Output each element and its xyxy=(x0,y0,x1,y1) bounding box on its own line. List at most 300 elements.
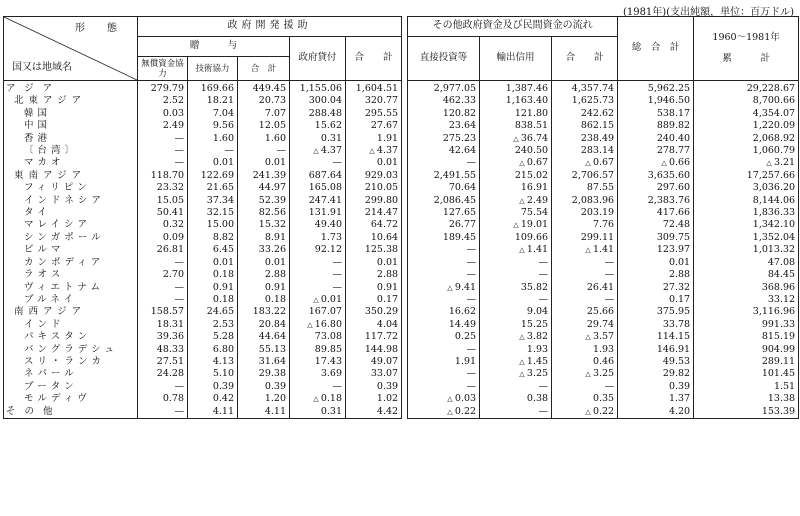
cell-gov-loans: △ 16.80 xyxy=(290,319,346,331)
cell-grant-total: 0.18 xyxy=(238,294,290,306)
cell-grant-total: 20.84 xyxy=(238,319,290,331)
cell-cumulative: 1,220.09 xyxy=(694,120,799,132)
cell-grant-total: 20.73 xyxy=(238,95,290,107)
cell-grand-total: 2,383.76 xyxy=(618,195,694,207)
cell-grant-aid: 158.57 xyxy=(138,306,188,318)
cell-grant-aid: 0.32 xyxy=(138,219,188,231)
cell-grant-aid: 23.32 xyxy=(138,182,188,194)
cell-cumulative: 4,354.07 xyxy=(694,108,799,120)
cell-other-total: △ 3.25 xyxy=(552,368,618,380)
cell-other-total: 203.19 xyxy=(552,207,618,219)
table-row xyxy=(4,195,799,207)
cell-gov-loans: 92.12 xyxy=(290,244,346,256)
cell-cumulative: 1,060.79 xyxy=(694,145,799,157)
cell-grand-total: 309.75 xyxy=(618,232,694,244)
table-row xyxy=(4,81,799,96)
cell-grand-total: 114.15 xyxy=(618,331,694,343)
cell-oda-total: 49.07 xyxy=(346,356,402,368)
cell-other-total: — xyxy=(552,381,618,393)
cell-export-credit: △ 1.41 xyxy=(480,244,552,256)
header-oda-total: 合 計 xyxy=(346,37,402,81)
cell-fdi: △ 0.03 xyxy=(408,393,480,405)
cell-tech-coop: 6.45 xyxy=(188,244,238,256)
cell-oda-total: 0.01 xyxy=(346,257,402,269)
header-gov-loans: 政府貸付 xyxy=(290,37,346,81)
cell-grand-total: 240.40 xyxy=(618,133,694,145)
region-name: ネパール xyxy=(4,368,138,380)
cell-grand-total: 417.66 xyxy=(618,207,694,219)
cell-gov-loans: 167.07 xyxy=(290,306,346,318)
cell-grant-aid: 24.28 xyxy=(138,368,188,380)
cell-gov-loans: 0.31 xyxy=(290,406,346,419)
cell-tech-coop: 122.69 xyxy=(188,170,238,182)
cell-oda-total: 350.29 xyxy=(346,306,402,318)
region-name: パキスタン xyxy=(4,331,138,343)
cell-oda-total: 1,604.51 xyxy=(346,81,402,96)
cell-grant-total: 0.01 xyxy=(238,157,290,169)
cell-grand-total: 5,962.25 xyxy=(618,81,694,96)
cell-oda-total: 117.72 xyxy=(346,331,402,343)
cell-fdi: 14.49 xyxy=(408,319,480,331)
cell-other-total: 2,706.57 xyxy=(552,170,618,182)
cell-grant-aid: — xyxy=(138,257,188,269)
cell-fdi: — xyxy=(408,269,480,281)
cell-other-total: 26.41 xyxy=(552,282,618,294)
cell-fdi: 16.62 xyxy=(408,306,480,318)
cell-fdi: △ 9.41 xyxy=(408,282,480,294)
cell-grant-total: 449.45 xyxy=(238,81,290,96)
cell-tech-coop: 18.21 xyxy=(188,95,238,107)
cell-oda-total: △ 4.37 xyxy=(346,145,402,157)
cell-grand-total: 278.77 xyxy=(618,145,694,157)
cell-fdi: — xyxy=(408,344,480,356)
cell-export-credit: △ 3.82 xyxy=(480,331,552,343)
cell-export-credit: 121.80 xyxy=(480,108,552,120)
cell-gov-loans: — xyxy=(290,269,346,281)
cell-grand-total: 49.53 xyxy=(618,356,694,368)
cell-cumulative: 101.45 xyxy=(694,368,799,380)
cell-grant-aid: — xyxy=(138,133,188,145)
header-cumulative-period: 1960～1981年 xyxy=(712,32,780,44)
header-cumulative xyxy=(694,17,799,81)
region-name: ブータン xyxy=(4,381,138,393)
cell-fdi: 42.64 xyxy=(408,145,480,157)
region-name: アジア xyxy=(4,81,138,96)
cell-other-total: 0.35 xyxy=(552,393,618,405)
cell-gov-loans: △ 0.01 xyxy=(290,294,346,306)
cell-other-total: △ 0.22 xyxy=(552,406,618,419)
table-row xyxy=(4,331,799,343)
cell-other-total: — xyxy=(552,257,618,269)
cell-export-credit: — xyxy=(480,257,552,269)
table-row xyxy=(4,344,799,356)
cell-other-total: 1,625.73 xyxy=(552,95,618,107)
cell-cumulative: 3,036.20 xyxy=(694,182,799,194)
cell-tech-coop: 0.42 xyxy=(188,393,238,405)
cell-gov-loans: 49.40 xyxy=(290,219,346,231)
cell-oda-total: 64.72 xyxy=(346,219,402,231)
cell-fdi: — xyxy=(408,244,480,256)
cell-oda-total: 0.39 xyxy=(346,381,402,393)
cell-grand-total: 27.32 xyxy=(618,282,694,294)
cell-gov-loans: 17.43 xyxy=(290,356,346,368)
header-oda: 政府開発援助 xyxy=(138,17,402,37)
cell-grand-total: △ 0.66 xyxy=(618,157,694,169)
region-name: 〔台湾〕 xyxy=(4,145,138,157)
cell-tech-coop: 0.91 xyxy=(188,282,238,294)
cell-other-total: 29.74 xyxy=(552,319,618,331)
header-cumulative-total: 累 計 xyxy=(722,52,770,64)
table-row xyxy=(4,294,799,306)
table-row xyxy=(4,381,799,393)
cell-gov-loans: 687.64 xyxy=(290,170,346,182)
cell-tech-coop: 4.13 xyxy=(188,356,238,368)
cell-cumulative: 17,257.66 xyxy=(694,170,799,182)
header-grant-aid: 無償資金協 力 xyxy=(138,57,188,81)
cell-fdi: — xyxy=(408,381,480,393)
cell-other-total: 242.62 xyxy=(552,108,618,120)
cell-oda-total: 210.05 xyxy=(346,182,402,194)
cell-grant-total: 44.64 xyxy=(238,331,290,343)
table-row xyxy=(4,319,799,331)
cell-grant-total: 0.91 xyxy=(238,282,290,294)
cell-cumulative: 13.38 xyxy=(694,393,799,405)
cell-cumulative: 991.33 xyxy=(694,319,799,331)
cell-gov-loans: 73.08 xyxy=(290,331,346,343)
cell-grand-total: 4.20 xyxy=(618,406,694,419)
cell-grant-total: 15.32 xyxy=(238,219,290,231)
cell-fdi: 1.91 xyxy=(408,356,480,368)
cell-other-total: — xyxy=(552,294,618,306)
table-row xyxy=(4,95,799,107)
cell-gov-loans: 3.69 xyxy=(290,368,346,380)
table-row xyxy=(4,170,799,182)
cell-cumulative: 815.19 xyxy=(694,331,799,343)
cell-tech-coop: 8.82 xyxy=(188,232,238,244)
cell-other-total: 25.66 xyxy=(552,306,618,318)
cell-other-total: △ 1.41 xyxy=(552,244,618,256)
cell-gov-loans: 165.08 xyxy=(290,182,346,194)
region-name: マレイシア xyxy=(4,219,138,231)
cell-cumulative: 1.51 xyxy=(694,381,799,393)
cell-oda-total: 0.17 xyxy=(346,294,402,306)
cell-export-credit: 9.04 xyxy=(480,306,552,318)
cell-other-total: 299.11 xyxy=(552,232,618,244)
cell-grant-total: 0.01 xyxy=(238,257,290,269)
cell-cumulative: 84.45 xyxy=(694,269,799,281)
header-grant: 贈 与 xyxy=(138,37,290,57)
cell-other-total: △ 0.67 xyxy=(552,157,618,169)
table-row xyxy=(4,145,799,157)
cell-grant-aid: 2.70 xyxy=(138,269,188,281)
header-corner xyxy=(4,17,138,81)
cell-export-credit: 16.91 xyxy=(480,182,552,194)
region-name: 南西アジア xyxy=(4,306,138,318)
cell-grand-total: 1.37 xyxy=(618,393,694,405)
cell-export-credit: 1.93 xyxy=(480,344,552,356)
cell-gov-loans: 300.04 xyxy=(290,95,346,107)
cell-oda-total: 214.47 xyxy=(346,207,402,219)
region-name: タイ xyxy=(4,207,138,219)
cell-cumulative: 153.39 xyxy=(694,406,799,419)
cell-gov-loans: — xyxy=(290,282,346,294)
cell-grant-total: 2.88 xyxy=(238,269,290,281)
cell-grant-aid: — xyxy=(138,145,188,157)
cell-export-credit: — xyxy=(480,269,552,281)
cell-grant-aid: — xyxy=(138,381,188,393)
cell-export-credit: 35.82 xyxy=(480,282,552,294)
cell-cumulative: 8,144.06 xyxy=(694,195,799,207)
cell-grant-total: 241.39 xyxy=(238,170,290,182)
aid-table xyxy=(3,16,799,419)
cell-grant-aid: 0.78 xyxy=(138,393,188,405)
cell-fdi: 275.23 xyxy=(408,133,480,145)
region-name: カンボディア xyxy=(4,257,138,269)
cell-grant-aid: — xyxy=(138,157,188,169)
cell-export-credit: △ 19.01 xyxy=(480,219,552,231)
table-row xyxy=(4,157,799,169)
cell-grant-total: 33.26 xyxy=(238,244,290,256)
region-name: インドネシア xyxy=(4,195,138,207)
cell-oda-total: 4.42 xyxy=(346,406,402,419)
cell-oda-total: 0.91 xyxy=(346,282,402,294)
cell-grant-total: 7.07 xyxy=(238,108,290,120)
region-name: ビルマ xyxy=(4,244,138,256)
cell-grand-total: 0.17 xyxy=(618,294,694,306)
cell-other-total: △ 3.57 xyxy=(552,331,618,343)
cell-tech-coop: 5.28 xyxy=(188,331,238,343)
cell-grant-aid: 48.33 xyxy=(138,344,188,356)
cell-tech-coop: 6.80 xyxy=(188,344,238,356)
cell-other-total: 2,083.96 xyxy=(552,195,618,207)
cell-grand-total: 375.95 xyxy=(618,306,694,318)
cell-grant-aid: 2.52 xyxy=(138,95,188,107)
cell-tech-coop: 0.39 xyxy=(188,381,238,393)
cell-export-credit: 215.02 xyxy=(480,170,552,182)
cell-export-credit: △ 0.67 xyxy=(480,157,552,169)
cell-fdi: 0.25 xyxy=(408,331,480,343)
cell-grant-aid: 0.03 xyxy=(138,108,188,120)
cell-grant-aid: 26.81 xyxy=(138,244,188,256)
cell-grand-total: 3,635.60 xyxy=(618,170,694,182)
cell-fdi: — xyxy=(408,294,480,306)
cell-fdi: 2,491.55 xyxy=(408,170,480,182)
cell-export-credit: 109.66 xyxy=(480,232,552,244)
cell-other-total: 238.49 xyxy=(552,133,618,145)
cell-grand-total: 29.82 xyxy=(618,368,694,380)
cell-grand-total: 72.48 xyxy=(618,219,694,231)
cell-other-total: 87.55 xyxy=(552,182,618,194)
cell-gov-loans: — xyxy=(290,257,346,269)
cell-oda-total: 2.88 xyxy=(346,269,402,281)
cell-grand-total: 1,946.50 xyxy=(618,95,694,107)
cell-gov-loans: 288.48 xyxy=(290,108,346,120)
cell-grant-total: 55.13 xyxy=(238,344,290,356)
cell-tech-coop: 0.18 xyxy=(188,269,238,281)
unit-note: (1981年)(支出純額，単位：百万ドル) xyxy=(622,7,794,18)
region-name: マカオ xyxy=(4,157,138,169)
cell-grant-aid: — xyxy=(138,406,188,419)
table-row xyxy=(4,133,799,145)
cell-grant-total: 4.11 xyxy=(238,406,290,419)
cell-fdi: — xyxy=(408,157,480,169)
cell-gov-loans: — xyxy=(290,157,346,169)
cell-grant-total: 52.39 xyxy=(238,195,290,207)
cell-other-total: 1.93 xyxy=(552,344,618,356)
cell-tech-coop: 169.66 xyxy=(188,81,238,96)
cell-gov-loans: 247.41 xyxy=(290,195,346,207)
cell-tech-coop: 0.18 xyxy=(188,294,238,306)
cell-gov-loans: 1,155.06 xyxy=(290,81,346,96)
cell-cumulative: △ 3.21 xyxy=(694,157,799,169)
cell-oda-total: 295.55 xyxy=(346,108,402,120)
table-row xyxy=(4,108,799,120)
table-row xyxy=(4,269,799,281)
cell-tech-coop: 0.01 xyxy=(188,257,238,269)
cell-tech-coop: 2.53 xyxy=(188,319,238,331)
cell-tech-coop: 0.01 xyxy=(188,157,238,169)
cell-gov-loans: 131.91 xyxy=(290,207,346,219)
cell-grand-total: 889.82 xyxy=(618,120,694,132)
cell-cumulative: 1,352.04 xyxy=(694,232,799,244)
cell-cumulative: 33.12 xyxy=(694,294,799,306)
cell-fdi: 2,086.45 xyxy=(408,195,480,207)
region-name: 香港 xyxy=(4,133,138,145)
header-fdi: 直接投資等 xyxy=(408,37,480,81)
cell-oda-total: 33.07 xyxy=(346,368,402,380)
corner-bottom-label: 国又は地域名 xyxy=(12,61,72,73)
cell-export-credit: 15.25 xyxy=(480,319,552,331)
cell-other-total: 7.76 xyxy=(552,219,618,231)
cell-gov-loans: △ 0.18 xyxy=(290,393,346,405)
cell-cumulative: 1,013.32 xyxy=(694,244,799,256)
cell-tech-coop: 21.65 xyxy=(188,182,238,194)
region-name: インド xyxy=(4,319,138,331)
cell-grand-total: 2.88 xyxy=(618,269,694,281)
region-name: その他 xyxy=(4,406,138,419)
cell-export-credit: 1,163.40 xyxy=(480,95,552,107)
cell-oda-total: 125.38 xyxy=(346,244,402,256)
region-name: 北東アジア xyxy=(4,95,138,107)
cell-grant-aid: — xyxy=(138,294,188,306)
cell-oda-total: 299.80 xyxy=(346,195,402,207)
cell-grant-aid: 50.41 xyxy=(138,207,188,219)
cell-other-total: 0.46 xyxy=(552,356,618,368)
table-row xyxy=(4,306,799,318)
cell-fdi: — xyxy=(408,368,480,380)
cell-tech-coop: 7.04 xyxy=(188,108,238,120)
header-other-flows: その他政府資金及び民間資金の流れ xyxy=(408,17,618,37)
cell-fdi: 70.64 xyxy=(408,182,480,194)
header-grant-total: 合 計 xyxy=(238,57,290,81)
cell-other-total: 4,357.74 xyxy=(552,81,618,96)
cell-export-credit: △ 36.74 xyxy=(480,133,552,145)
cell-oda-total: 1.02 xyxy=(346,393,402,405)
table-row xyxy=(4,219,799,231)
cell-cumulative: 289.11 xyxy=(694,356,799,368)
cell-tech-coop: 9.56 xyxy=(188,120,238,132)
region-name: 東南アジア xyxy=(4,170,138,182)
table-row xyxy=(4,356,799,368)
table-row xyxy=(4,120,799,132)
cell-oda-total: 0.01 xyxy=(346,157,402,169)
table-row xyxy=(4,207,799,219)
cell-tech-coop: 24.65 xyxy=(188,306,238,318)
region-name: フィリピン xyxy=(4,182,138,194)
cell-export-credit: △ 1.45 xyxy=(480,356,552,368)
header-tech-coop: 技術協力 xyxy=(188,57,238,81)
region-name: 中国 xyxy=(4,120,138,132)
cell-tech-coop: 1.60 xyxy=(188,133,238,145)
region-name: モルディヴ xyxy=(4,393,138,405)
cell-grant-total: 8.91 xyxy=(238,232,290,244)
cell-grand-total: 538.17 xyxy=(618,108,694,120)
cell-export-credit: 75.54 xyxy=(480,207,552,219)
cell-grant-aid: 118.70 xyxy=(138,170,188,182)
cell-fdi: 2,977.05 xyxy=(408,81,480,96)
cell-other-total: 283.14 xyxy=(552,145,618,157)
cell-gov-loans: 89.85 xyxy=(290,344,346,356)
cell-grant-aid: 2.49 xyxy=(138,120,188,132)
table-row xyxy=(4,182,799,194)
cell-gov-loans: 0.31 xyxy=(290,133,346,145)
cell-grant-total: 0.39 xyxy=(238,381,290,393)
cell-grant-total: 1.60 xyxy=(238,133,290,145)
cell-gov-loans: 1.73 xyxy=(290,232,346,244)
cell-gov-loans: — xyxy=(290,381,346,393)
cell-grant-total: 183.22 xyxy=(238,306,290,318)
cell-oda-total: 929.03 xyxy=(346,170,402,182)
cell-export-credit: △ 3.25 xyxy=(480,368,552,380)
cell-tech-coop: 15.00 xyxy=(188,219,238,231)
cell-fdi: 120.82 xyxy=(408,108,480,120)
cell-cumulative: 47.08 xyxy=(694,257,799,269)
region-name: ブルネイ xyxy=(4,294,138,306)
cell-grand-total: 0.39 xyxy=(618,381,694,393)
cell-export-credit: — xyxy=(480,381,552,393)
cell-grant-aid: 0.09 xyxy=(138,232,188,244)
cell-export-credit: 1,387.46 xyxy=(480,81,552,96)
cell-other-total: 862.15 xyxy=(552,120,618,132)
cell-grant-total: 82.56 xyxy=(238,207,290,219)
region-name: ヴィエトナム xyxy=(4,282,138,294)
cell-export-credit: — xyxy=(480,406,552,419)
table-row xyxy=(4,282,799,294)
cell-export-credit: 240.50 xyxy=(480,145,552,157)
table-row xyxy=(4,257,799,269)
cell-grand-total: 33.78 xyxy=(618,319,694,331)
cell-grant-total: — xyxy=(238,145,290,157)
cell-export-credit: △ 2.49 xyxy=(480,195,552,207)
cell-grant-total: 12.05 xyxy=(238,120,290,132)
cell-oda-total: 1.91 xyxy=(346,133,402,145)
header-other-total: 合 計 xyxy=(552,37,618,81)
cell-fdi: △ 0.22 xyxy=(408,406,480,419)
region-name: ラオス xyxy=(4,269,138,281)
cell-gov-loans: △ 4.37 xyxy=(290,145,346,157)
cell-oda-total: 10.64 xyxy=(346,232,402,244)
cell-tech-coop: 5.10 xyxy=(188,368,238,380)
cell-grant-total: 29.38 xyxy=(238,368,290,380)
region-name: シンガポール xyxy=(4,232,138,244)
table-row xyxy=(4,368,799,380)
region-name: 韓国 xyxy=(4,108,138,120)
cell-grand-total: 0.01 xyxy=(618,257,694,269)
cell-gov-loans: 15.62 xyxy=(290,120,346,132)
cell-tech-coop: — xyxy=(188,145,238,157)
table-row xyxy=(4,393,799,405)
cell-tech-coop: 37.34 xyxy=(188,195,238,207)
